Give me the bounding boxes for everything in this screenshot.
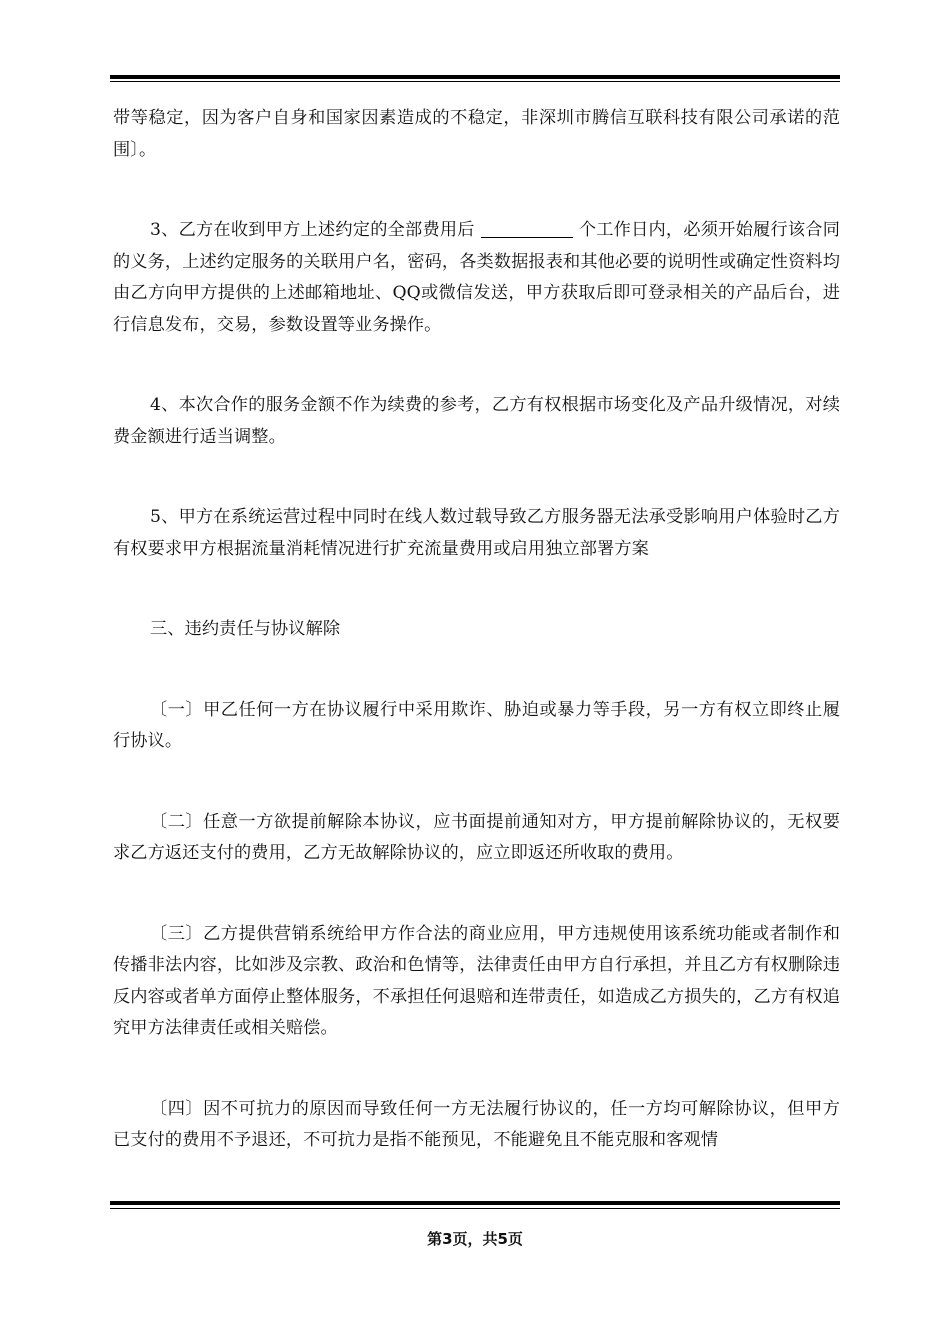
paragraph-item-3-text-after: 个工作日内，必须开始履行该合同的义务，上述约定服务的关联用户名，密码，各类数据报表和其他必要的说明性或确定性资料均由乙方向甲方提供的上述邮箱地址、QQ或微信发送，甲方获取后即可登录相关的产品后台，进行信息发布，交易，参数设置等业务操作。 bbox=[113, 220, 840, 335]
paragraph-item-3 bbox=[113, 215, 840, 341]
footer-rule-thick bbox=[110, 1201, 840, 1205]
paragraph-continuation: 带等稳定，因为客户自身和国家因素造成的不稳定，非深圳市腾信互联科技有限公司承诺的范围〕。 bbox=[113, 108, 840, 160]
page-number: 第3页，共5页 bbox=[427, 1230, 523, 1248]
header-rule-thin bbox=[110, 81, 840, 82]
clause-4: 〔四〕因不可抗力的原因而导致任何一方无法履行协议的，任一方均可解除协议，但甲方已支付的费用不予退还，不可抗力是指不能预见，不能避免且不能克服和客观情 bbox=[113, 1098, 840, 1150]
paragraph-item-3-text-before: 3、乙方在收到甲方上述约定的全部费用后 bbox=[150, 220, 475, 240]
paragraph-item-5: 5、甲方在系统运营过程中同时在线人数过载导致乙方服务器无法承受影响用户体验时乙方有权要求甲方根据流量消耗情况进行扩充流量费用或启用独立部署方案 bbox=[113, 507, 840, 559]
header-rule-thick bbox=[110, 75, 840, 79]
clause-2: 〔二〕任意一方欲提前解除本协议，应书面提前通知对方，甲方提前解除协议的，无权要求乙方返还支付的费用，乙方无故解除协议的，应立即返还所收取的费用。 bbox=[113, 811, 840, 863]
clause-3: 〔三〕乙方提供营销系统给甲方作合法的商业应用，甲方违规使用该系统功能或者制作和传播非法内容，比如涉及宗教、政治和色情等，法律责任由甲方自行承担，并且乙方有权删除违反内容或者单方面停止整体服务，不承担任何退赔和连带责任，如造成乙方损失的，乙方有权追究甲方法律责任或相关赔偿。 bbox=[113, 923, 840, 1038]
fill-in-blank bbox=[481, 219, 573, 238]
footer-rule-thin bbox=[110, 1208, 840, 1209]
document-body bbox=[113, 103, 840, 1206]
paragraph-item-4: 4、本次合作的服务金额不作为续费的参考，乙方有权根据市场变化及产品升级情况，对续费金额进行适当调整。 bbox=[113, 395, 840, 447]
section-heading: 三、违约责任与协议解除 bbox=[150, 619, 341, 639]
clause-1: 〔一〕甲乙任何一方在协议履行中采用欺诈、胁迫或暴力等手段，另一方有权立即终止履行协议。 bbox=[113, 699, 840, 751]
